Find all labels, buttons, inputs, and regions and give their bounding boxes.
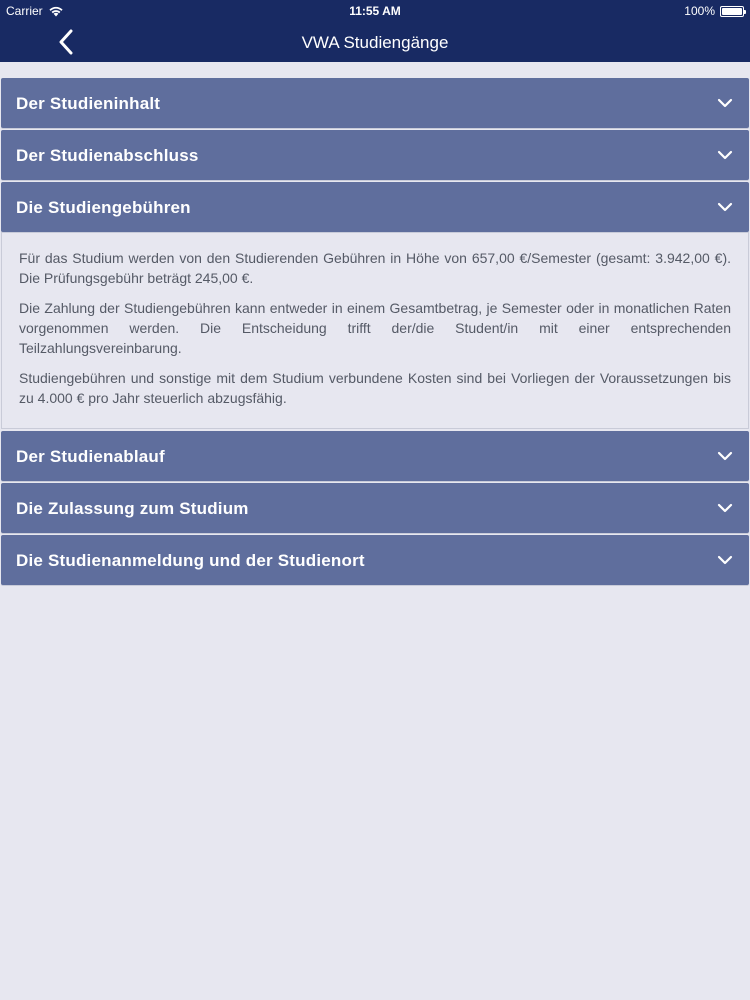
- section-header-studienanmeldung[interactable]: [1, 535, 749, 585]
- navigation-bar: [0, 22, 750, 62]
- battery-icon: [720, 6, 744, 17]
- panel-paragraph: Für das Studium werden von den Studierenden Gebühren in Höhe von 657,00 €/Semester (gesamt: 3.942,00 €). Die Prüfungsgebühr beträgt 245,00 €.: [19, 250, 731, 286]
- section-header-studienabschluss[interactable]: [1, 130, 749, 180]
- accordion: [1, 78, 749, 587]
- section-title: Der Studienablauf: [16, 447, 165, 466]
- chevron-down-icon: [717, 200, 733, 214]
- section-header-studieninhalt[interactable]: [1, 78, 749, 128]
- panel-paragraph: Die Zahlung der Studiengebühren kann entweder in einem Gesamtbetrag, je Semester oder in monatlichen Raten vorgenommen werden. Die Entscheidung trifft der/die Student/in mit einer entsprechenden Teilzahlungsvereinbarung.: [19, 300, 731, 356]
- section-header-zulassung[interactable]: [1, 483, 749, 533]
- status-bar: [0, 0, 750, 22]
- section-title: Der Studieninhalt: [16, 94, 161, 113]
- battery-percentage: 100%: [684, 4, 715, 18]
- chevron-down-icon: [717, 553, 733, 567]
- chevron-down-icon: [717, 96, 733, 110]
- panel-paragraph: Studiengebühren und sonstige mit dem Studium verbundene Kosten sind bei Vorliegen der Voraussetzungen bis zu 4.000 € pro Jahr steuerlich abzugsfähig.: [19, 370, 731, 406]
- section-panel-studiengebuehren: [1, 232, 749, 429]
- section-title: Die Studienanmeldung und der Studienort: [16, 551, 365, 570]
- battery-fill: [722, 8, 742, 15]
- page-title: VWA Studiengänge: [301, 33, 449, 52]
- section-header-studiengebuehren[interactable]: [1, 182, 749, 232]
- section-title: Der Studienabschluss: [16, 146, 199, 165]
- chevron-down-icon: [717, 148, 733, 162]
- status-time: 11:55 AM: [349, 4, 401, 18]
- section-title: Die Zulassung zum Studium: [16, 499, 249, 518]
- section-header-studienablauf[interactable]: [1, 431, 749, 481]
- chevron-down-icon: [717, 449, 733, 463]
- section-title: Die Studiengebühren: [16, 198, 191, 217]
- carrier-label: Carrier: [6, 4, 43, 18]
- status-right: [684, 4, 744, 18]
- chevron-down-icon: [717, 501, 733, 515]
